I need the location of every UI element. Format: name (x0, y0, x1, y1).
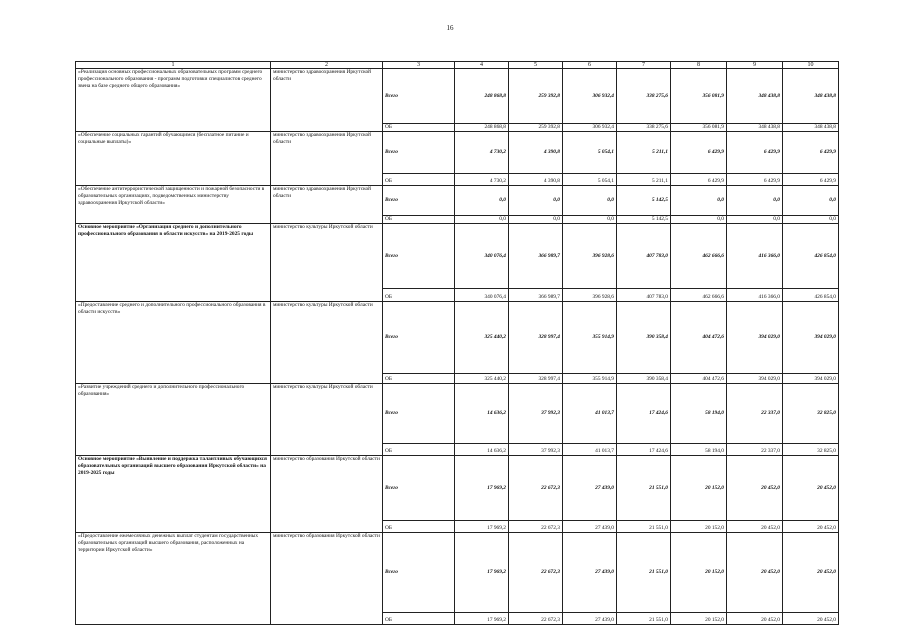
table-row (76, 302, 839, 374)
table-row (76, 186, 839, 216)
funding-source-label: Всего (383, 302, 455, 374)
total-amount-cell: 0,0 (783, 186, 839, 216)
funding-source-label: ОБ (383, 444, 455, 456)
regional-budget-amount-cell: 306 932,4 (563, 124, 617, 132)
total-amount-cell: 20 452,0 (783, 533, 839, 613)
regional-budget-amount-cell: 5 142,5 (617, 216, 671, 224)
total-amount-cell: 355 914,9 (563, 302, 617, 374)
column-header: 5 (509, 62, 563, 69)
total-amount-cell: 306 932,4 (563, 69, 617, 124)
total-amount-cell: 394 029,0 (783, 302, 839, 374)
regional-budget-amount-cell: 6 429,9 (783, 174, 839, 186)
regional-budget-amount-cell: 366 989,7 (509, 289, 563, 302)
funding-source-label: ОБ (383, 174, 455, 186)
column-header: 10 (783, 62, 839, 69)
funding-source-label: ОБ (383, 289, 455, 302)
regional-budget-amount-cell: 22 672,3 (509, 613, 563, 625)
regional-budget-amount-cell: 390 358,4 (617, 374, 671, 384)
table-row (76, 384, 839, 444)
total-amount-cell: 20 452,0 (783, 456, 839, 521)
total-amount-cell: 426 854,0 (783, 224, 839, 289)
regional-budget-amount-cell: 14 636,2 (455, 444, 509, 456)
total-amount-cell: 366 989,7 (509, 224, 563, 289)
regional-budget-amount-cell: 348 438,8 (783, 124, 839, 132)
funding-source-label: ОБ (383, 124, 455, 132)
total-amount-cell: 396 928,6 (563, 224, 617, 289)
regional-budget-amount-cell: 32 825,0 (783, 444, 839, 456)
regional-budget-amount-cell: 394 029,0 (783, 374, 839, 384)
regional-budget-amount-cell: 5 054,1 (563, 174, 617, 186)
responsible-organization: министерство здравоохранения Иркутской области (271, 186, 383, 224)
responsible-organization: министерство образования Иркутской области (271, 456, 383, 533)
responsible-organization: министерство здравоохранения Иркутской области (271, 132, 383, 186)
total-amount-cell: 338 275,6 (617, 69, 671, 124)
total-amount-cell: 407 783,0 (617, 224, 671, 289)
table-row (76, 132, 839, 174)
total-amount-cell: 394 029,0 (727, 302, 783, 374)
total-amount-cell: 340 076,4 (455, 224, 509, 289)
total-amount-cell: 20 452,0 (727, 533, 783, 613)
regional-budget-amount-cell: 404 472,6 (671, 374, 727, 384)
regional-budget-amount-cell: 4 390,8 (509, 174, 563, 186)
funding-source-label: Всего (383, 456, 455, 521)
regional-budget-amount-cell: 248 868,8 (455, 124, 509, 132)
responsible-organization: министерство культуры Иркутской области (271, 302, 383, 384)
regional-budget-amount-cell: 6 429,9 (671, 174, 727, 186)
regional-budget-amount-cell: 338 275,6 (617, 124, 671, 132)
regional-budget-amount-cell: 21 551,0 (617, 521, 671, 533)
regional-budget-amount-cell: 355 914,9 (563, 374, 617, 384)
total-amount-cell: 0,0 (455, 186, 509, 216)
funding-source-label: Всего (383, 533, 455, 613)
funding-source-label: Всего (383, 132, 455, 174)
regional-budget-amount-cell: 22 337,0 (727, 444, 783, 456)
regional-budget-amount-cell: 17 969,2 (455, 521, 509, 533)
total-amount-cell: 20 152,0 (671, 533, 727, 613)
regional-budget-amount-cell: 27 439,0 (563, 521, 617, 533)
regional-budget-amount-cell: 21 551,0 (617, 613, 671, 625)
funding-source-label: Всего (383, 224, 455, 289)
regional-budget-amount-cell: 27 439,0 (563, 613, 617, 625)
total-amount-cell: 14 636,2 (455, 384, 509, 444)
total-amount-cell: 4 390,8 (509, 132, 563, 174)
regional-budget-amount-cell: 58 194,0 (671, 444, 727, 456)
regional-budget-amount-cell: 259 392,8 (509, 124, 563, 132)
total-amount-cell: 6 429,9 (727, 132, 783, 174)
total-amount-cell: 20 452,0 (727, 456, 783, 521)
total-amount-cell: 17 969,2 (455, 456, 509, 521)
regional-budget-amount-cell: 0,0 (509, 216, 563, 224)
total-amount-cell: 22 672,3 (509, 456, 563, 521)
total-amount-cell: 259 392,8 (509, 69, 563, 124)
regional-budget-amount-cell: 0,0 (455, 216, 509, 224)
total-amount-cell: 325 440,2 (455, 302, 509, 374)
regional-budget-amount-cell: 426 854,0 (783, 289, 839, 302)
total-amount-cell: 416 366,0 (727, 224, 783, 289)
regional-budget-amount-cell: 462 666,6 (671, 289, 727, 302)
total-amount-cell: 27 439,0 (563, 456, 617, 521)
activity-name: «Обеспечение антитеррористической защищенности и пожарной безопасности в образовательных организациях, подведомственных министерству здравоохранения Иркутской области» (76, 186, 271, 224)
regional-budget-amount-cell: 394 029,0 (727, 374, 783, 384)
column-header: 1 (76, 62, 271, 69)
column-header: 8 (671, 62, 727, 69)
total-amount-cell: 22 337,0 (727, 384, 783, 444)
activity-name: «Предоставление среднего и дополнительного профессионального образования в области искусств» (76, 302, 271, 384)
regional-budget-amount-cell: 41 013,7 (563, 444, 617, 456)
total-amount-cell: 248 868,8 (455, 69, 509, 124)
regional-budget-amount-cell: 37 992,3 (509, 444, 563, 456)
regional-budget-amount-cell: 407 783,0 (617, 289, 671, 302)
total-amount-cell: 37 992,3 (509, 384, 563, 444)
page-number: 16 (446, 24, 454, 32)
regional-budget-amount-cell: 4 730,2 (455, 174, 509, 186)
activity-name: «Обеспечение социальных гарантий обучающимся (бесплатное питание и социальные выплаты)» (76, 132, 271, 186)
funding-source-label: Всего (383, 186, 455, 216)
total-amount-cell: 404 472,6 (671, 302, 727, 374)
funding-source-label: ОБ (383, 216, 455, 224)
activity-name: Основное мероприятие «Выявление и поддержка талантливых обучающихся образовательных организаций высшего образования Иркутской области» на 2019-2025 годы (76, 456, 271, 533)
total-amount-cell: 4 730,2 (455, 132, 509, 174)
regional-budget-amount-cell: 416 366,0 (727, 289, 783, 302)
column-header: 2 (271, 62, 383, 69)
total-amount-cell: 328 997,4 (509, 302, 563, 374)
total-amount-cell: 17 424,6 (617, 384, 671, 444)
funding-source-label: ОБ (383, 613, 455, 625)
regional-budget-amount-cell: 20 152,0 (671, 613, 727, 625)
header-row (76, 62, 839, 69)
regional-budget-amount-cell: 20 452,0 (783, 613, 839, 625)
funding-source-label: ОБ (383, 521, 455, 533)
column-header: 3 (383, 62, 455, 69)
regional-budget-amount-cell: 328 997,4 (509, 374, 563, 384)
funding-source-label: ОБ (383, 374, 455, 384)
table-row (76, 224, 839, 289)
regional-budget-amount-cell: 325 440,2 (455, 374, 509, 384)
total-amount-cell: 5 054,1 (563, 132, 617, 174)
total-amount-cell: 17 969,2 (455, 533, 509, 613)
total-amount-cell: 6 429,9 (783, 132, 839, 174)
total-amount-cell: 21 551,0 (617, 533, 671, 613)
total-amount-cell: 390 358,4 (617, 302, 671, 374)
total-amount-cell: 5 142,5 (617, 186, 671, 216)
total-amount-cell: 32 825,0 (783, 384, 839, 444)
regional-budget-amount-cell: 0,0 (727, 216, 783, 224)
regional-budget-amount-cell: 20 152,0 (671, 521, 727, 533)
responsible-organization: министерство здравоохранения Иркутской области (271, 69, 383, 132)
responsible-organization: министерство культуры Иркутской области (271, 384, 383, 456)
regional-budget-amount-cell: 17 969,2 (455, 613, 509, 625)
regional-budget-amount-cell: 6 429,9 (727, 174, 783, 186)
regional-budget-amount-cell: 396 928,6 (563, 289, 617, 302)
activity-name: «Развитие учреждений среднего и дополнительного профессионального образования» (76, 384, 271, 456)
regional-budget-amount-cell: 356 081,9 (671, 124, 727, 132)
activity-name: «Предоставление ежемесячных денежных выплат студентам государственных образовательных организаций высшего образования, расположенных на территории Иркутской области» (76, 533, 271, 625)
total-amount-cell: 5 211,1 (617, 132, 671, 174)
regional-budget-amount-cell: 5 211,1 (617, 174, 671, 186)
regional-budget-amount-cell: 20 452,0 (727, 613, 783, 625)
total-amount-cell: 41 013,7 (563, 384, 617, 444)
column-header: 7 (617, 62, 671, 69)
total-amount-cell: 348 438,8 (783, 69, 839, 124)
table-row (76, 533, 839, 613)
budget-table (75, 61, 839, 625)
total-amount-cell: 356 081,9 (671, 69, 727, 124)
table-row (76, 69, 839, 124)
regional-budget-amount-cell: 20 452,0 (727, 521, 783, 533)
total-amount-cell: 27 439,0 (563, 533, 617, 613)
activity-name: Основное мероприятие «Организация среднего и дополнительного профессионального образования в области искусств» на 2019-2025 годы (76, 224, 271, 302)
total-amount-cell: 20 152,0 (671, 456, 727, 521)
total-amount-cell: 22 672,3 (509, 533, 563, 613)
regional-budget-amount-cell: 340 076,4 (455, 289, 509, 302)
column-header: 6 (563, 62, 617, 69)
funding-source-label: Всего (383, 69, 455, 124)
funding-source-label: Всего (383, 384, 455, 444)
regional-budget-amount-cell: 0,0 (783, 216, 839, 224)
total-amount-cell: 6 429,9 (671, 132, 727, 174)
total-amount-cell: 0,0 (509, 186, 563, 216)
regional-budget-amount-cell: 0,0 (671, 216, 727, 224)
regional-budget-amount-cell: 17 424,6 (617, 444, 671, 456)
regional-budget-amount-cell: 348 438,8 (727, 124, 783, 132)
total-amount-cell: 58 194,0 (671, 384, 727, 444)
total-amount-cell: 0,0 (671, 186, 727, 216)
total-amount-cell: 462 666,6 (671, 224, 727, 289)
column-header: 4 (455, 62, 509, 69)
total-amount-cell: 21 551,0 (617, 456, 671, 521)
total-amount-cell: 348 438,8 (727, 69, 783, 124)
total-amount-cell: 0,0 (563, 186, 617, 216)
regional-budget-amount-cell: 22 672,3 (509, 521, 563, 533)
table-row (76, 456, 839, 521)
total-amount-cell: 0,0 (727, 186, 783, 216)
regional-budget-amount-cell: 0,0 (563, 216, 617, 224)
responsible-organization: министерство образования Иркутской области (271, 533, 383, 625)
responsible-organization: министерство культуры Иркутской области (271, 224, 383, 302)
regional-budget-amount-cell: 20 452,0 (783, 521, 839, 533)
column-header: 9 (727, 62, 783, 69)
activity-name: «Реализация основных профессиональных образовательных программ среднего профессионального образования - программ подготовки специалистов среднего звена на базе среднего общего образования» (76, 69, 271, 132)
